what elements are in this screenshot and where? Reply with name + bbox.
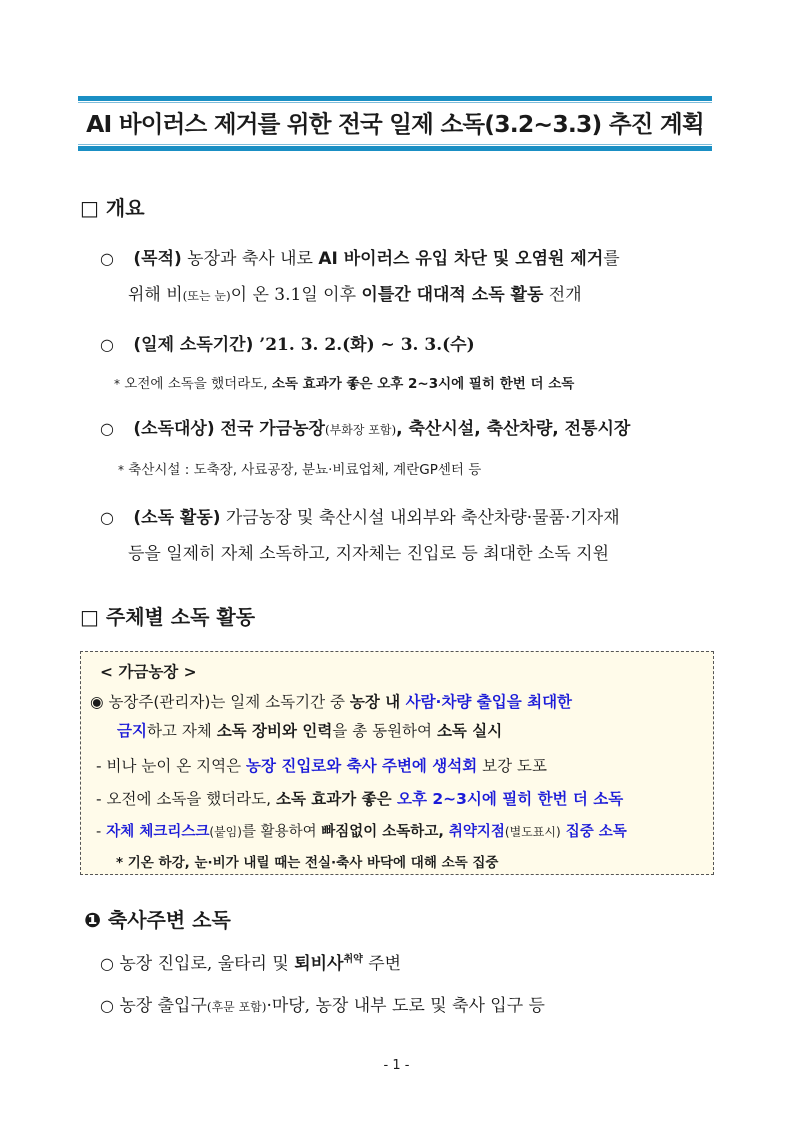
section-overview-heading: □ 개요 xyxy=(80,196,145,220)
purpose-line-1: ○ (목적) 농장과 축사 내로 AI 바이러스 유입 차단 및 오염원 제거를 xyxy=(100,249,620,269)
circle-bullet-icon: ○ xyxy=(100,335,114,354)
period-line: ○ (일제 소독기간) ’21. 3. 2.(화) ~ 3. 3.(수) xyxy=(100,335,475,355)
barn-item-2: ○ 농장 출입구(후문 포함)·마당, 농장 내부 도로 및 축사 입구 등 xyxy=(100,996,545,1016)
checkbox-square-icon: □ xyxy=(80,196,99,220)
box-heading: < 가금농장 > xyxy=(100,663,197,681)
document-title: AI 바이러스 제거를 위한 전국 일제 소독(3.2~3.3) 추진 계획 xyxy=(86,110,704,138)
circle-bullet-icon: ○ xyxy=(100,996,114,1015)
circle-bullet-icon: ○ xyxy=(100,249,114,268)
title-bar-top xyxy=(78,96,712,101)
target-line: ○ (소독대상) 전국 가금농장(부화장 포함), 축산시설, 축산차량, 전통시장 xyxy=(100,419,631,439)
circle-bullet-icon: ○ xyxy=(100,954,114,973)
box-line-2: 금지하고 자체 소독 장비와 인력을 총 동원하여 소독 실시 xyxy=(117,722,503,740)
circle-bullet-icon: ○ xyxy=(100,419,114,438)
page-number: - 1 - xyxy=(383,1058,410,1073)
barn-item-1: ○ 농장 진입로, 울타리 및 퇴비사$^{취약}$ 주변 xyxy=(100,954,402,974)
radio-bullet-icon: ◉ xyxy=(90,693,104,711)
title-bar-bottom xyxy=(78,146,712,151)
box-line-4: - 오전에 소독을 했더라도, 소독 효과가 좋은 오후 2~3시에 필히 한번 더 소독 xyxy=(96,790,624,808)
circle-bullet-icon: ○ xyxy=(100,508,114,527)
title-rule-top xyxy=(78,102,712,103)
section-barn-heading: ❶ 축사주변 소독 xyxy=(84,908,231,932)
activity-line-2: 등을 일제히 자체 소독하고, 지자체는 진입로 등 최대한 소독 지원 xyxy=(128,544,610,564)
period-note: * 오전에 소독을 했더라도, 소독 효과가 좋은 오후 2~3시에 필히 한번 더 소독 xyxy=(114,376,575,392)
target-note: * 축산시설 : 도축장, 사료공장, 분뇨·비료업체, 계란GP센터 등 xyxy=(118,462,482,478)
box-line-5: - 자체 체크리스크(붙임)를 활용하여 빠짐없이 소독하고, 취약지점(별도표시) 집중 소독 xyxy=(96,824,627,840)
box-line-3: - 비나 눈이 온 지역은 농장 진입로와 축사 주변에 생석회 보강 도포 xyxy=(96,757,547,775)
box-line-1: ◉ 농장주(관리자)는 일제 소독기간 중 농장 내 사람·차량 출입을 최대한 xyxy=(90,693,573,711)
activity-line-1: ○ (소독 활동) 가금농장 및 축산시설 내외부와 축산차량·물품·기자재 xyxy=(100,508,620,528)
section-activities-heading: □ 주체별 소독 활동 xyxy=(80,605,256,629)
box-line-6: * 기온 하강, 눈·비가 내릴 때는 전실·축사 바닥에 대해 소독 집중 xyxy=(116,855,499,871)
title-rule-bottom xyxy=(78,144,712,145)
number-one-icon: ❶ xyxy=(84,908,101,932)
purpose-line-2: 위해 비(또는 눈)이 온 3.1일 이후 이틀간 대대적 소독 활동 전개 xyxy=(128,285,582,305)
checkbox-square-icon: □ xyxy=(80,605,99,629)
